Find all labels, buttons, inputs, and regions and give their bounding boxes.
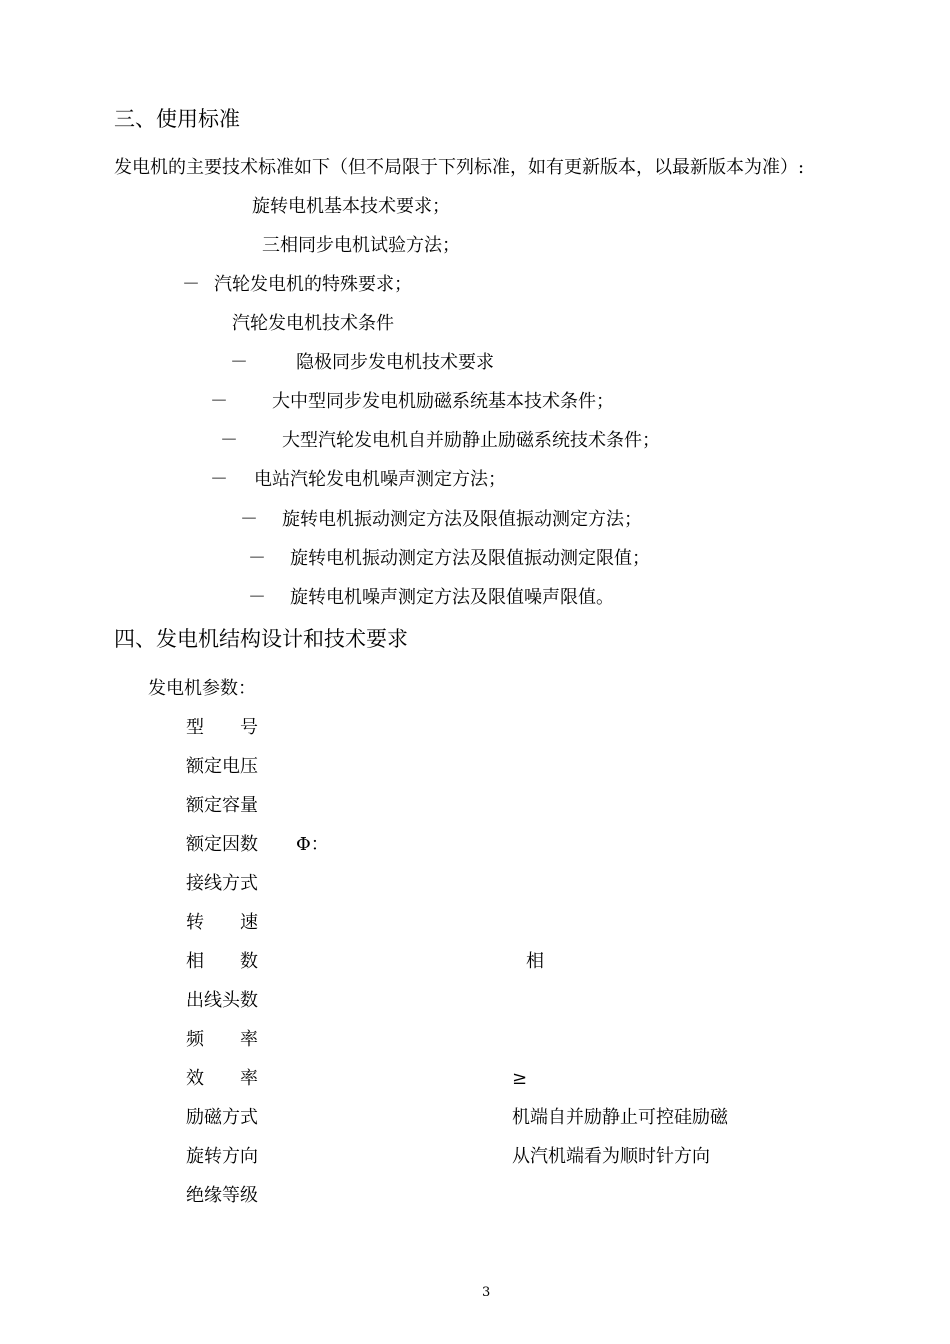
param-label: 频 率	[186, 1029, 258, 1050]
standard-item: 大型汽轮发电机自并励静止励磁系统技术条件；	[282, 430, 660, 451]
param-label: 效 率	[186, 1068, 258, 1089]
standard-item: 旋转电机基本技术要求；	[252, 196, 450, 217]
param-label: 额定电压	[186, 756, 258, 777]
standard-item: 旋转电机振动测定方法及限值振动测定方法；	[282, 509, 642, 530]
dash-marker: －	[182, 274, 200, 295]
param-value: 相	[526, 951, 544, 972]
dash-marker: －	[210, 391, 228, 412]
param-label: 相 数	[186, 951, 258, 972]
param-label: 额定容量	[186, 795, 258, 816]
standard-item: 旋转电机噪声测定方法及限值噪声限值。	[290, 587, 614, 608]
param-label: 接线方式	[186, 873, 258, 894]
standard-item: 电站汽轮发电机噪声测定方法；	[254, 469, 506, 490]
dash-marker: －	[220, 430, 238, 451]
standard-item: 三相同步电机试验方法；	[262, 235, 460, 256]
param-label: 绝缘等级	[186, 1185, 258, 1206]
standard-item: 旋转电机振动测定方法及限值振动测定限值；	[290, 548, 650, 569]
param-mid: Φ：	[296, 834, 329, 855]
dash-marker: －	[248, 548, 266, 569]
param-value: 机端自并励静止可控硅励磁	[512, 1107, 728, 1128]
param-label: 励磁方式	[186, 1107, 258, 1128]
page-number: 3	[482, 1285, 491, 1300]
param-label: 额定因数	[186, 834, 258, 855]
dash-marker: －	[240, 509, 258, 530]
param-label: 型 号	[186, 717, 258, 738]
standard-item: 汽轮发电机的特殊要求；	[214, 274, 412, 295]
param-value: 从汽机端看为顺时针方向	[512, 1146, 710, 1167]
dash-marker: －	[248, 587, 266, 608]
standard-item: 汽轮发电机技术条件	[232, 313, 394, 334]
section-heading-standards: 三、使用标准	[114, 107, 240, 131]
param-label: 出线头数	[186, 990, 258, 1011]
standards-intro: 发电机的主要技术标准如下（但不局限于下列标准，如有更新版本，以最新版本为准）:	[114, 157, 805, 178]
section-heading-design: 四、发电机结构设计和技术要求	[114, 627, 408, 651]
dash-marker: －	[210, 469, 228, 490]
params-title: 发电机参数：	[148, 678, 256, 699]
param-label: 转 速	[186, 912, 258, 933]
param-label: 旋转方向	[186, 1146, 258, 1167]
param-value: ≥	[512, 1068, 528, 1089]
dash-marker: －	[230, 352, 248, 373]
standard-item: 隐极同步发电机技术要求	[296, 352, 494, 373]
standard-item: 大中型同步发电机励磁系统基本技术条件；	[272, 391, 614, 412]
